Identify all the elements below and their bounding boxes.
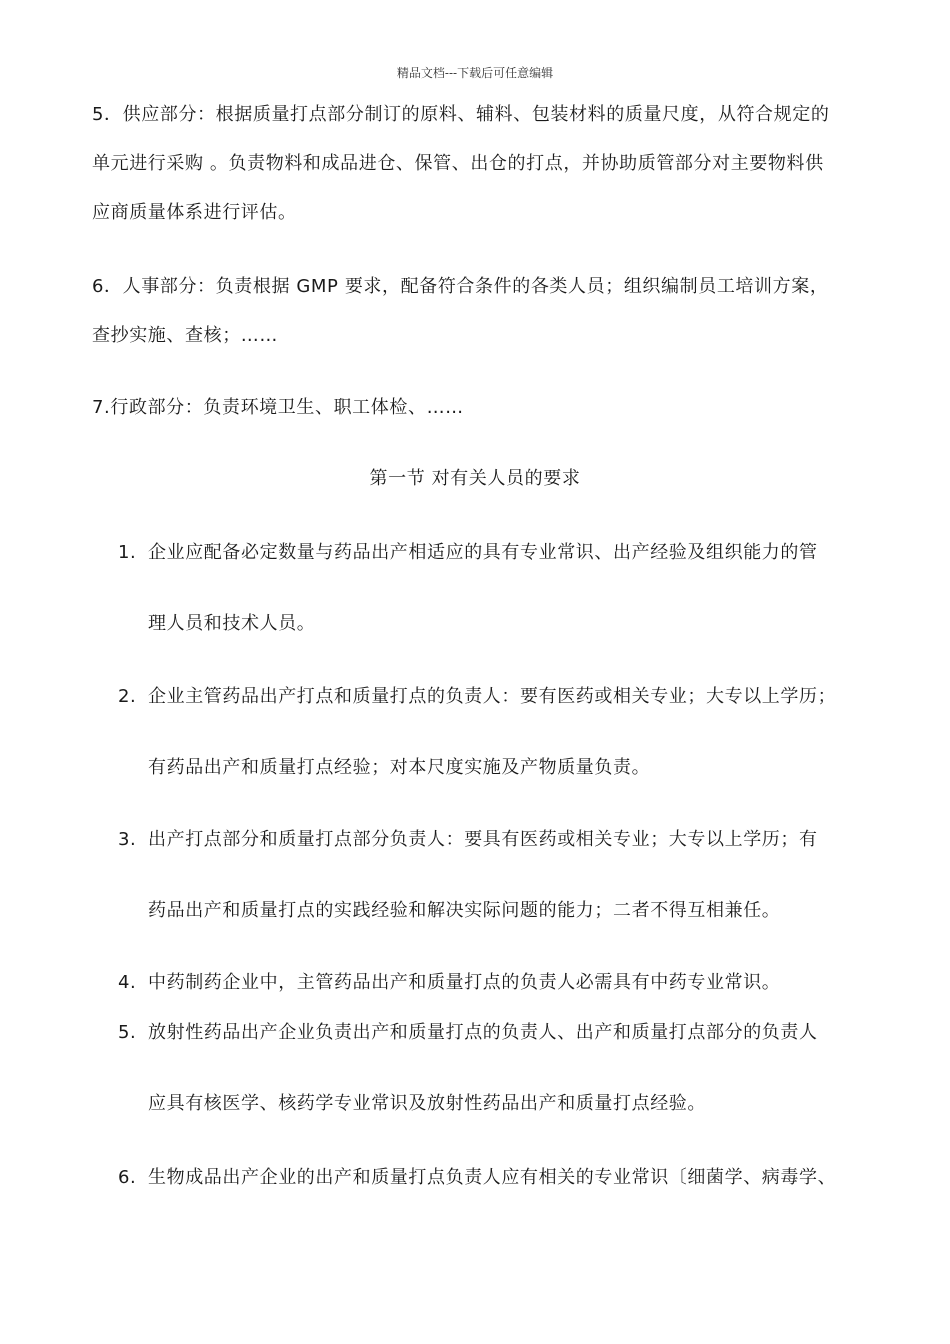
list-item [118,1016,858,1121]
list-item-line: 有药品出产和质量打点经验；对本尺度实施及产物质量负责。 [148,757,651,778]
paragraph-hr-department [92,262,862,360]
list-item-number: 4. [118,972,137,993]
paragraph-line: 6．人事部分：负责根据 GMP 要求，配备符合条件的各类人员；组织编制员工培训方案， [92,276,829,297]
list-item-number: 1. [118,542,137,563]
list-item-text [148,1016,858,1121]
paragraph-line: 单元进行采购 。负责物料和成品进仓、保管、出仓的打点，并协助质管部分对主要物料供 [92,153,824,174]
paragraph-line: 5．供应部分：根据质量打点部分制订的原料、辅料、包装材料的质量尺度，从符合规定的 [92,104,830,125]
list-item-number: 3. [118,829,137,850]
list-item-number: 5. [118,1022,137,1043]
paragraph-line: 应商质量体系进行评估。 [92,202,297,223]
list-item-text [148,823,858,928]
paragraph-line: 7.行政部分：负责环境卫生、职工体检、…… [92,397,464,418]
list-item-line: 企业应配备必定数量与药品出产相适应的具有专业常识、出产经验及组织能力的管 [148,542,818,563]
paragraph-admin-department [92,383,862,432]
list-item [118,536,858,641]
list-item-line: 中药制药企业中，主管药品出产和质量打点的负责人必需具有中药专业常识。 [148,972,781,993]
list-item [118,1161,858,1195]
list-item-line: 理人员和技术人员。 [148,613,316,634]
list-item-text [148,680,858,785]
list-item [118,823,858,928]
list-item-line: 放射性药品出产企业负责出产和质量打点的负责人、出产和质量打点部分的负责人 [148,1022,818,1043]
list-item [118,680,858,785]
list-item-number: 2. [118,686,137,707]
paragraph-line: 查抄实施、查核；…… [92,325,278,346]
list-item [118,966,858,1000]
list-item-text [148,1161,858,1195]
list-item-text [148,536,858,641]
section-title: 第一节 对有关人员的要求 [369,468,581,489]
list-item-line: 药品出产和质量打点的实践经验和解决实际问题的能力；二者不得互相兼任。 [148,900,781,921]
list-item-line: 企业主管药品出产打点和质量打点的负责人：要有医药或相关专业；大专以上学历； [148,686,837,707]
page-header: 精品文档---下载后可任意编辑 [396,66,554,80]
list-item-number: 6. [118,1167,137,1188]
list-item-line: 生物成品出产企业的出产和质量打点负责人应有相关的专业常识〔细菌学、病毒学、 [148,1167,837,1188]
list-item-line: 出产打点部分和质量打点部分负责人：要具有医药或相关专业；大专以上学历；有 [148,829,818,850]
list-item-line: 应具有核医学、核药学专业常识及放射性药品出产和质量打点经验。 [148,1093,706,1114]
list-item-text [148,966,858,1000]
paragraph-supply-department [92,90,862,237]
